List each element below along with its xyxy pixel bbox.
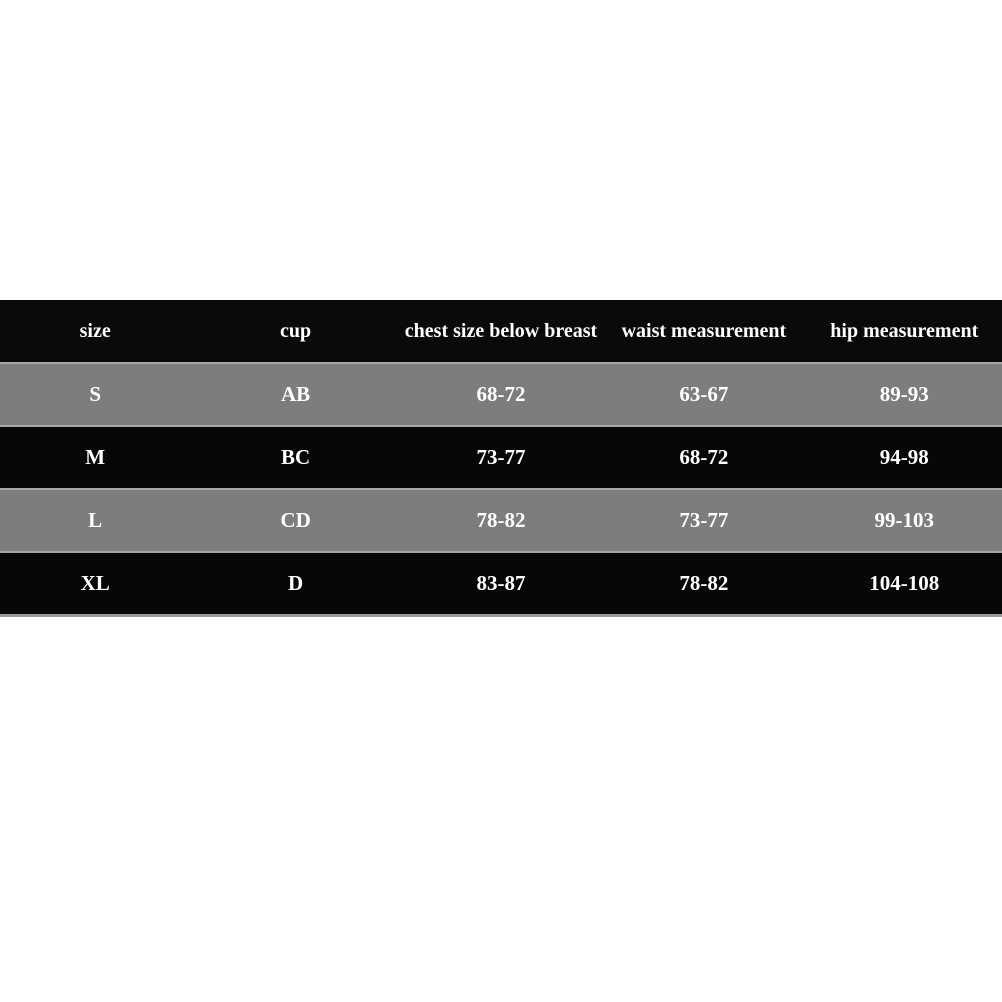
cell-m-size: M xyxy=(0,426,190,489)
table-row-m xyxy=(0,426,1002,489)
cell-s-waist: 63-67 xyxy=(601,363,806,426)
cell-xl-hip: 104-108 xyxy=(807,552,1002,615)
cell-m-cup: BC xyxy=(190,426,400,489)
column-header-waist: waist measurement xyxy=(601,300,806,363)
cell-l-size: L xyxy=(0,489,190,552)
column-header-hip: hip measurement xyxy=(807,300,1002,363)
table-header-row xyxy=(0,300,1002,363)
size-chart-table xyxy=(0,300,1002,617)
cell-l-waist: 73-77 xyxy=(601,489,806,552)
cell-xl-waist: 78-82 xyxy=(601,552,806,615)
cell-m-chest: 73-77 xyxy=(401,426,601,489)
table-header xyxy=(0,300,1002,363)
cell-l-hip: 99-103 xyxy=(807,489,1002,552)
cell-m-waist: 68-72 xyxy=(601,426,806,489)
cell-s-cup: AB xyxy=(190,363,400,426)
cell-s-chest: 68-72 xyxy=(401,363,601,426)
column-header-chest: chest size below breast xyxy=(401,300,601,363)
column-header-size: size xyxy=(0,300,190,363)
cell-xl-size: XL xyxy=(0,552,190,615)
cell-l-cup: CD xyxy=(190,489,400,552)
column-header-cup: cup xyxy=(190,300,400,363)
cell-s-hip: 89-93 xyxy=(807,363,1002,426)
table-body xyxy=(0,363,1002,615)
table-row-xl xyxy=(0,552,1002,615)
table-row-l xyxy=(0,489,1002,552)
table-row-s xyxy=(0,363,1002,426)
cell-xl-cup: D xyxy=(190,552,400,615)
cell-l-chest: 78-82 xyxy=(401,489,601,552)
cell-s-size: S xyxy=(0,363,190,426)
cell-xl-chest: 83-87 xyxy=(401,552,601,615)
cell-m-hip: 94-98 xyxy=(807,426,1002,489)
